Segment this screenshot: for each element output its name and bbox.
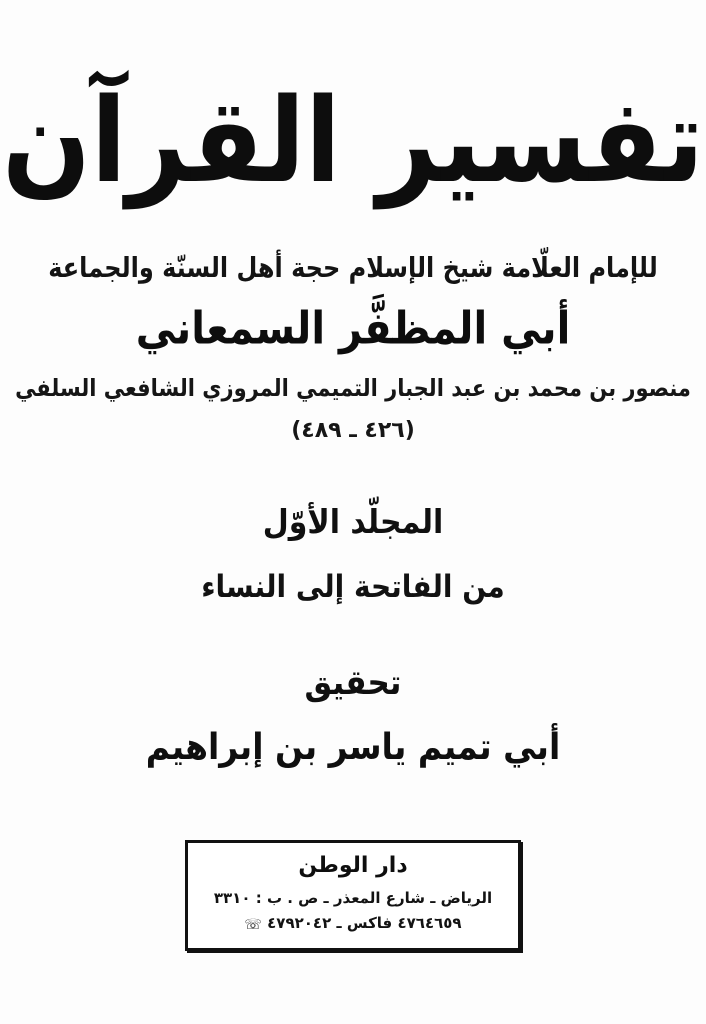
author-name: أبي المظفَّر السمعاني [135, 303, 571, 355]
volume-block [0, 505, 706, 603]
volume-contents-range: من الفاتحة إلى النساء [201, 568, 505, 605]
editor-block [0, 665, 706, 766]
author-full-name: منصور بن محمد بن عبد الجبار التميمي المروزي الشافعي السلفي [15, 374, 691, 402]
editor-name: أبي تميم ياسر بن إبراهيم [145, 725, 561, 768]
editor-label: تحقيق [304, 663, 402, 703]
author-block [0, 250, 706, 443]
publisher-address: الرياض ـ شارع المعذر ـ ص . ب : ٣٣١٠ [213, 889, 493, 907]
publisher-separator: ـ [336, 914, 342, 933]
publisher-phone-number: ٤٧٩٢٠٤٢ [267, 914, 332, 933]
publisher-name: دار الوطن [298, 853, 408, 878]
publisher-box [185, 840, 521, 951]
volume-label: المجلّد الأوّل [262, 503, 444, 542]
telephone-icon: ☏ [244, 917, 262, 934]
publisher-fax-number: ٤٧٦٤٦٥٩ [397, 914, 462, 933]
author-epithets: للإمام العلّامة شيخ الإسلام حجة أهل السنّة والجماعة [48, 251, 658, 285]
book-main-title: تفسير القرآن [2, 72, 704, 210]
publisher-fax-label: فاكس [346, 914, 393, 933]
author-life-dates: (٤٢٦ ـ ٤٨٩) [291, 418, 415, 443]
publisher-contact-line [214, 912, 492, 936]
publisher-wrap [0, 840, 706, 951]
